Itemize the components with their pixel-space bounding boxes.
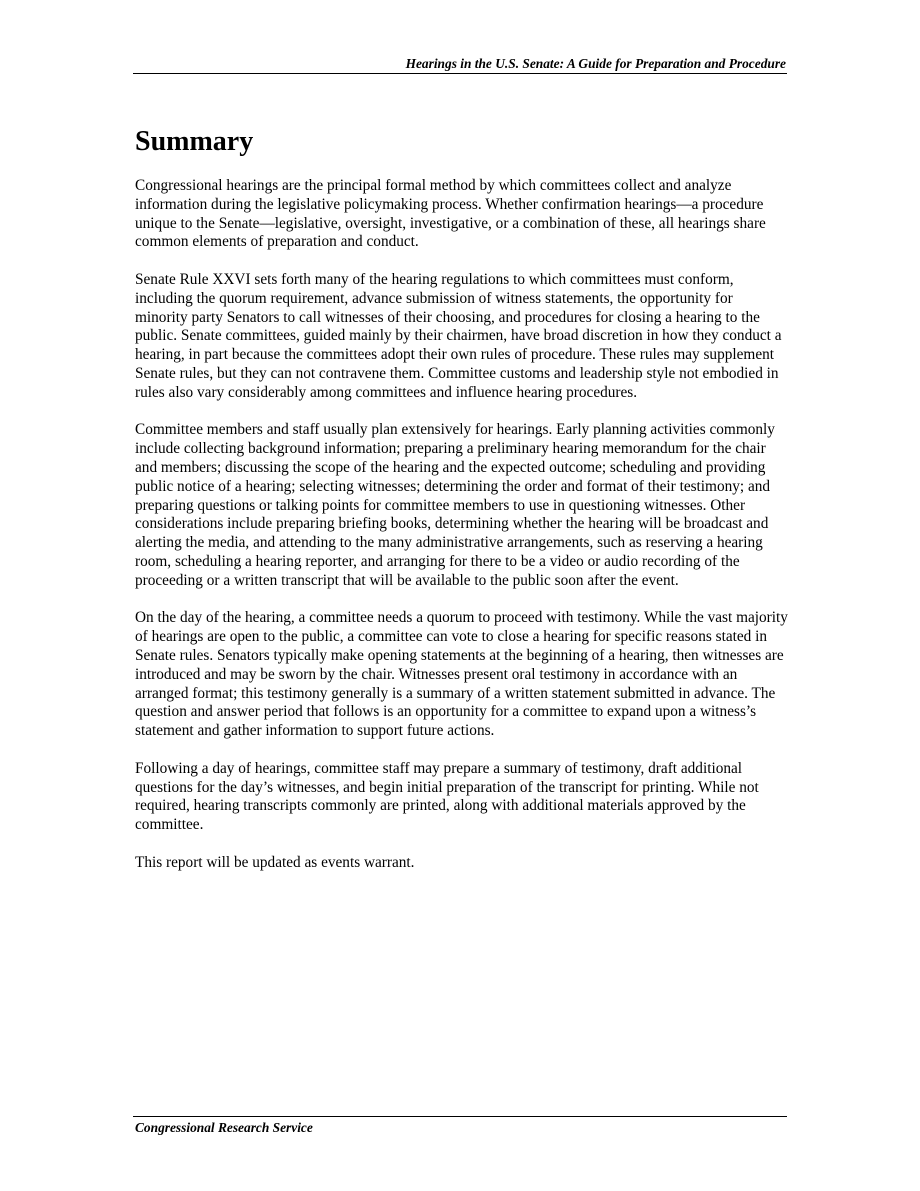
section-heading: Summary (135, 126, 254, 157)
summary-body (135, 177, 789, 891)
paragraph-2: Senate Rule XXVI sets forth many of the hearing regulations to which committees must conform, including the quorum requirement, advance submission of witness statements, the opportunity for minority party Senators to call witnesses of their choosing, and procedures for closing a hearing to the public. Senate committees, guided mainly by their chairmen, have broad discretion in how they conduct a hearing, in part because the committees adopt their own rules of procedure. These rules may supplement Senate rules, but they can not contravene them. Committee customs and leadership style not embodied in rules also vary considerably among committees and influence hearing procedures. (135, 270, 782, 401)
paragraph-1: Congressional hearings are the principal formal method by which committees collect and analyze information during the legislative policymaking process. Whether confirmation hearings—a procedure unique to the Senate—legislative, oversight, investigative, or a combination of these, all hearings share common elements of preparation and conduct. (135, 177, 766, 251)
paragraph-5: Following a day of hearings, committee staff may prepare a summary of testimony, draft additional questions for the day’s witnesses, and begin initial preparation of the transcript for printing. While not required, hearing transcripts commonly are printed, along with additional materials approved by the committee. (135, 759, 759, 834)
running-footer: Congressional Research Service (135, 1120, 313, 1135)
running-header: Hearings in the U.S. Senate: A Guide for Preparation and Procedure (405, 56, 786, 71)
header-rule (133, 73, 787, 74)
paragraph-4: On the day of the hearing, a committee needs a quorum to proceed with testimony. While the vast majority of hearings are open to the public, a committee can vote to close a hearing for specific reasons stated in Senate rules. Senators typically make opening statements at the beginning of a hearing, then witnesses are introduced and may be sworn by the chair. Witnesses present oral testimony in accordance with an arranged format; this testimony generally is a summary of a written statement submitted in advance. The question and answer period that follows is an opportunity for a committee to expand upon a witness’s statement and gather information to support future actions. (135, 609, 788, 740)
paragraph-6: This report will be updated as events warrant. (135, 853, 415, 871)
paragraph-3: Committee members and staff usually plan extensively for hearings. Early planning activities commonly include collecting background information; preparing a preliminary hearing memorandum for the chair and members; discussing the scope of the hearing and the expected outcome; scheduling and providing public notice of a hearing; selecting witnesses; determining the order and format of their testimony; and preparing questions or talking points for committee members to use in questioning witnesses. Other considerations include preparing briefing books, determining whether the hearing will be broadcast and alerting the media, and attending to the many administrative arrangements, such as reserving a hearing room, scheduling a hearing reporter, and arranging for there to be a video or audio recording of the proceeding or a written transcript that will be available to the public soon after the event. (135, 421, 775, 589)
footer-rule (133, 1116, 787, 1117)
